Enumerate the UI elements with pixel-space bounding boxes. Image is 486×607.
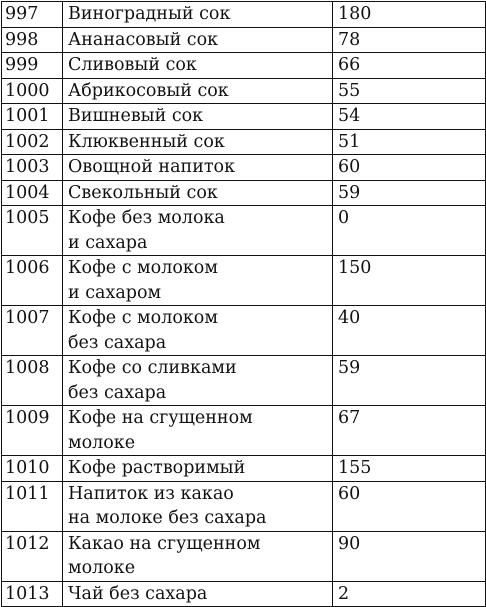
table-row xyxy=(2,256,486,306)
table-row xyxy=(2,356,486,406)
row-number-cell: 1007 xyxy=(2,306,63,356)
table-row xyxy=(2,155,486,181)
drink-name-cell: Клюквенный сок xyxy=(63,129,333,155)
drink-name-cell: Вишневый сок xyxy=(63,104,333,130)
value-cell: 40 xyxy=(333,306,486,356)
row-number-cell: 997 xyxy=(2,2,63,28)
table-row xyxy=(2,531,486,581)
value-cell: 90 xyxy=(333,531,486,581)
row-number-cell: 1013 xyxy=(2,581,63,607)
row-number-cell: 1004 xyxy=(2,180,63,206)
row-number-cell: 1010 xyxy=(2,456,63,482)
row-number-cell: 1002 xyxy=(2,129,63,155)
value-cell: 180 xyxy=(333,2,486,28)
table-row xyxy=(2,180,486,206)
row-number-cell: 1009 xyxy=(2,406,63,456)
value-cell: 60 xyxy=(333,481,486,531)
value-cell: 150 xyxy=(333,256,486,306)
row-number-cell: 1005 xyxy=(2,206,63,256)
row-number-cell: 1003 xyxy=(2,155,63,181)
value-cell: 2 xyxy=(333,581,486,607)
value-cell: 54 xyxy=(333,104,486,130)
row-number-cell: 1012 xyxy=(2,531,63,581)
value-cell: 66 xyxy=(333,53,486,79)
row-number-cell: 1000 xyxy=(2,78,63,104)
table-row xyxy=(2,306,486,356)
drink-name-cell: Виноградный сок xyxy=(63,2,333,28)
drink-name-cell: Абрикосовый сок xyxy=(63,78,333,104)
table-row xyxy=(2,581,486,607)
drink-name-cell: Ананасовый сок xyxy=(63,27,333,53)
table-row xyxy=(2,206,486,256)
drink-name-cell: Напиток из какао на молоке без сахара xyxy=(63,481,333,531)
table-row xyxy=(2,2,486,28)
drink-name-cell: Сливовый сок xyxy=(63,53,333,79)
drink-name-cell: Кофе с молоком без сахара xyxy=(63,306,333,356)
value-cell: 55 xyxy=(333,78,486,104)
row-number-cell: 1006 xyxy=(2,256,63,306)
table-row xyxy=(2,27,486,53)
drink-name-cell: Кофе на сгущенном молоке xyxy=(63,406,333,456)
row-number-cell: 1001 xyxy=(2,104,63,130)
drink-name-cell: Свекольный сок xyxy=(63,180,333,206)
drink-name-cell: Кофе с молоком и сахаром xyxy=(63,256,333,306)
value-cell: 67 xyxy=(333,406,486,456)
table-row xyxy=(2,456,486,482)
drink-name-cell: Какао на сгущенном молоке xyxy=(63,531,333,581)
table-row xyxy=(2,481,486,531)
value-cell: 155 xyxy=(333,456,486,482)
table-row xyxy=(2,104,486,130)
row-number-cell: 998 xyxy=(2,27,63,53)
drink-name-cell: Кофе растворимый xyxy=(63,456,333,482)
table-row xyxy=(2,78,486,104)
table-row xyxy=(2,53,486,79)
drink-name-cell: Овощной напиток xyxy=(63,155,333,181)
row-number-cell: 1008 xyxy=(2,356,63,406)
row-number-cell: 1011 xyxy=(2,481,63,531)
drink-name-cell: Кофе со сливками без сахара xyxy=(63,356,333,406)
table-row xyxy=(2,406,486,456)
value-cell: 78 xyxy=(333,27,486,53)
drink-name-cell: Кофе без молока и сахара xyxy=(63,206,333,256)
drinks-table-body xyxy=(2,2,486,607)
value-cell: 59 xyxy=(333,356,486,406)
value-cell: 51 xyxy=(333,129,486,155)
value-cell: 60 xyxy=(333,155,486,181)
drinks-table xyxy=(1,1,486,607)
table-row xyxy=(2,129,486,155)
drink-name-cell: Чай без сахара xyxy=(63,581,333,607)
value-cell: 59 xyxy=(333,180,486,206)
value-cell: 0 xyxy=(333,206,486,256)
row-number-cell: 999 xyxy=(2,53,63,79)
